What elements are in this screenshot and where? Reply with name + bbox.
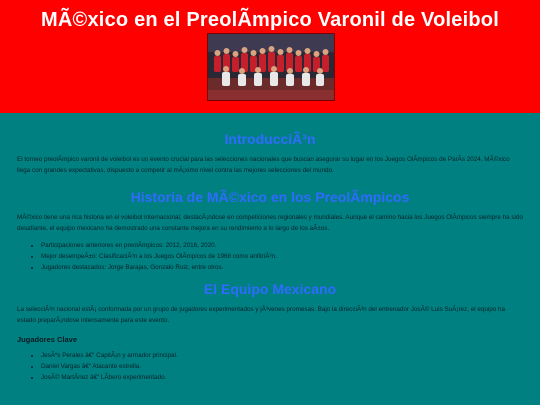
intro-section — [17, 131, 523, 176]
list-item: • Jugadores destacados: Jorge Barajas, Gonzalo Ruiz, entre otros. — [41, 263, 523, 274]
team-section — [17, 281, 523, 383]
list-item: • Mejor desempeÃ±o: ClasificaciÃ³n a los Juegos OlÃmpicos de 1968 como anfitriÃ³n. — [41, 252, 523, 263]
history-list — [17, 241, 523, 273]
history-paragraph: MÃ©xico tiene una rica historia en el voleibol internacional, destacÃ¡ndose en competiciones regionales y mundiales. Aunque el camino hacia los Juegos OlÃmpicos siempre ha sido desafiante, el equipo mexicano ha demostrado una constante mejora en su rendimiento a lo largo de los aÃ±os. — [17, 214, 523, 232]
list-item: • JesÃºs Perales â€“ CapitÃ¡n y armador principal. — [41, 351, 523, 362]
history-heading: Historia de MÃ©xico en los PreolÃmpicos — [130, 189, 410, 205]
key-players-list — [17, 351, 523, 383]
team-photo — [207, 33, 335, 101]
list-item: • Daniel Vargas â€“ Atacante estrella. — [41, 362, 523, 373]
team-heading: El Equipo Mexicano — [203, 281, 337, 298]
history-section — [17, 189, 523, 273]
team-paragraph: La selecciÃ³n nacional estÃ¡ conformada por un grupo de jugadores experimentados y jÃ³venes promesas. Bajo la direcciÃ³n del entrenador JosÃ© Luis SuÃ¡rez, el equipo ha estado preparÃ¡ndose intensamente para este evento. — [17, 306, 506, 324]
list-item: • Participaciones anteriores en preolÃmpicos: 2012, 2016, 2020. — [41, 241, 523, 252]
list-item: • JosÃ© MartÃnez â€“ LÃbero experimentado. — [41, 373, 523, 384]
key-players-heading: Jugadores Clave — [17, 335, 78, 345]
team-photo-illustration — [208, 34, 334, 100]
intro-paragraph: El torneo preolÃmpico varonil de voleibol es un evento crucial para las selecciones nacionales que buscan asegurar su lugar en los Juegos OlÃmpicos de ParÃs 2024. MÃ©xico llega con grandes expectativas, dispuesto a competir al mÃ¡ximo nivel contra las mejores selecciones del mundo. — [17, 156, 510, 174]
page-header — [0, 0, 540, 113]
main-content — [0, 131, 540, 384]
intro-heading: IntroducciÃ³n — [224, 131, 316, 147]
page-title: MÃ©xico en el PreolÃmpico Varonil de Voleibol — [41, 9, 499, 31]
